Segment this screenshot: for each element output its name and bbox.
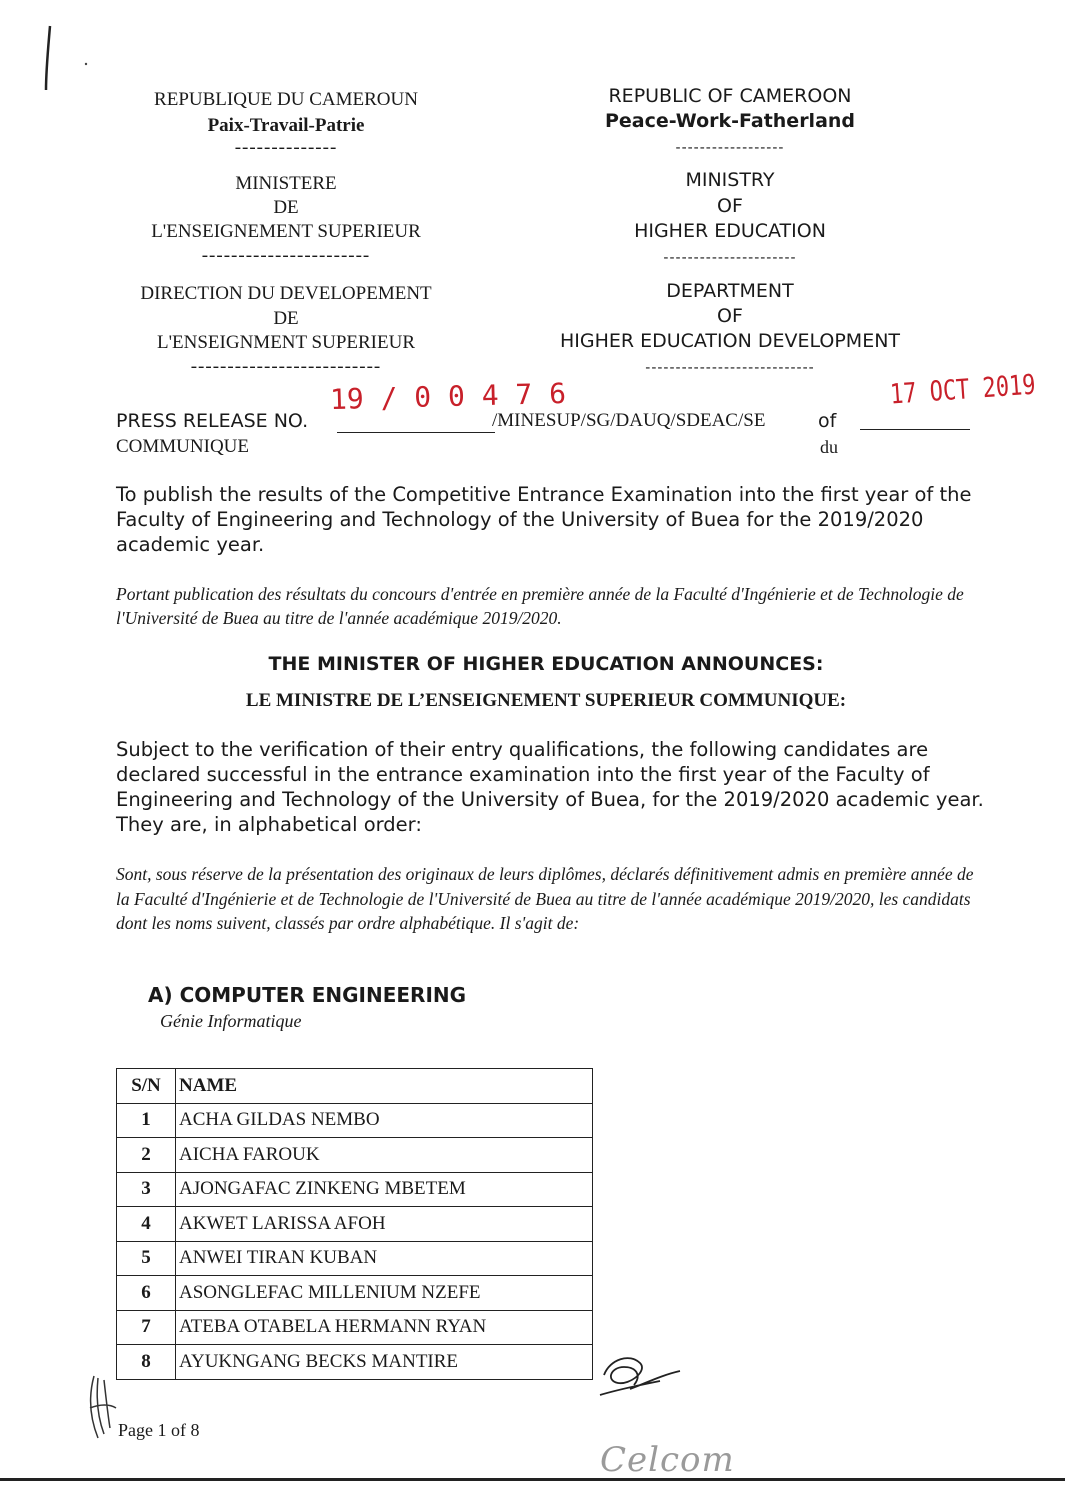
signature [590,1345,690,1405]
body-en: Subject to the verification of their entry qualifications, the following candidates are declared successful in the entrance examination into the first year of the Faculty of Engineering and Technology of the University of Buea, for the 2019/2020 academic year. They are, in alphabetical order: [116,738,984,836]
table-row [117,1207,593,1242]
row-sn: 3 [117,1172,176,1207]
row-name: AKWET LARISSA AFOH [176,1207,593,1242]
country-en: REPUBLIC OF CAMEROON [608,85,852,107]
announce-fr: LE MINISTRE DE L’ENSEIGNEMENT SUPERIEUR COMMUNIQUE: [245,690,847,711]
department-fr-line2: DE [273,308,299,329]
ministry-fr-line2: DE [273,197,299,218]
row-sn: 4 [117,1207,176,1242]
section-title: A) COMPUTER ENGINEERING [148,983,467,1007]
handwritten-scribble: Celcom [600,1440,735,1480]
body-fr: Sont, sous réserve de la présentation des originaux de leurs diplômes, déclarés définitivement admis en première année de la Faculté d'Ingénierie et de Technologie de l'Université de Buea au titre de l'année académique 2019/2020, les candidats dont les noms suivent, classés par ordre alphabétique. Il s'agit de: [116,864,974,933]
of-label: of [818,410,837,432]
ministry-fr-line3: L'ENSEIGNEMENT SUPERIEUR [151,221,421,242]
table-row [117,1172,593,1207]
corner-pen-mark [34,20,94,100]
date-underline [860,429,970,430]
section-subtitle: Génie Informatique [160,1011,302,1031]
ministry-fr-line1: MINISTERE [235,173,337,194]
header-sn: S/N [117,1069,176,1104]
department-en-line1: DEPARTMENT [666,280,794,302]
row-sn: 8 [117,1345,176,1380]
department-en-line3: HIGHER EDUCATION DEVELOPMENT [559,330,901,352]
row-name: AYUKNGANG BECKS MANTIRE [176,1345,593,1380]
header-name: NAME [176,1069,593,1104]
department-fr-line1: DIRECTION DU DEVELOPEMENT [140,283,432,304]
row-sn: 2 [117,1138,176,1173]
table-row [117,1138,593,1173]
ministry-en-line2: OF [717,195,743,217]
row-sn: 5 [117,1241,176,1276]
department-en-line2: OF [717,305,743,327]
subject-en: To publish the results of the Competitive Entrance Examination into the first year of the Faculty of Engineering and Technology of the University of Buea for the 2019/2020 academic year. [116,483,972,556]
row-name: ATEBA OTABELA HERMANN RYAN [176,1310,593,1345]
subject-fr: Portant publication des résultats du concours d'entrée en première année de la Faculté d'Ingénierie et de Technologie de l'Université de Buea au titre de l'année académique 2019/2020. [116,584,964,628]
number-stamp: 19 / 0 0 4 7 6 [329,376,567,417]
row-name: AJONGAFAC ZINKENG MBETEM [176,1172,593,1207]
table-row [117,1103,593,1138]
announce-en: THE MINISTER OF HIGHER EDUCATION ANNOUNCES: [268,653,824,675]
table-row [117,1241,593,1276]
table-row [117,1276,593,1311]
ministry-en-line3: HIGHER EDUCATION [634,220,826,242]
separator: ---------------------------- [645,360,815,376]
separator: ---------------------- [663,250,797,266]
results-table [116,1068,593,1380]
row-sn: 7 [117,1310,176,1345]
reference-suffix: /MINESUP/SG/DAUQ/SDEAC/SE [492,410,766,431]
motto-fr: Paix-Travail-Patrie [207,115,365,136]
row-sn: 6 [117,1276,176,1311]
motto-en: Peace-Work-Fatherland [604,110,856,132]
department-fr-line3: L'ENSEIGNMENT SUPERIEUR [157,332,415,353]
ministry-en-line1: MINISTRY [685,169,775,191]
row-name: AICHA FAROUK [176,1138,593,1173]
separator: ------------------ [675,140,785,156]
table-row [117,1310,593,1345]
row-name: ANWEI TIRAN KUBAN [176,1241,593,1276]
separator: -------------------------- [190,356,382,377]
separator: -------------- [234,137,338,158]
press-release-label: PRESS RELEASE NO. [116,410,309,432]
row-name: ACHA GILDAS NEMBO [176,1103,593,1138]
page-number: Page 1 of 8 [118,1420,200,1440]
table-row [117,1345,593,1380]
communique-label: COMMUNIQUE [116,436,249,457]
row-name: ASONGLEFAC MILLENIUM NZEFE [176,1276,593,1311]
date-stamp: 17 OCT 2019 [889,369,1037,412]
page-bottom-rule [0,1478,1065,1481]
row-sn: 1 [117,1103,176,1138]
number-underline [337,432,495,433]
du-label: du [820,437,838,457]
separator: ----------------------- [201,245,371,266]
country-fr: REPUBLIQUE DU CAMEROUN [154,89,418,110]
table-header-row [117,1069,593,1104]
